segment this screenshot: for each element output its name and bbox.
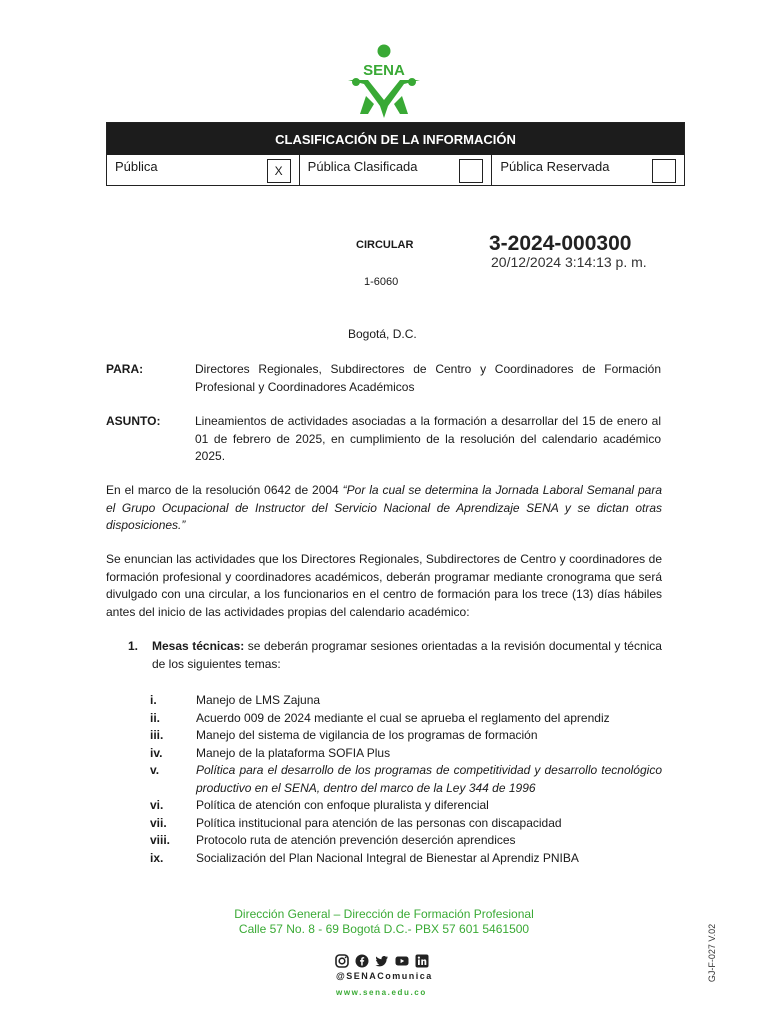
twitter-icon[interactable] (375, 954, 389, 968)
asunto-key: ASUNTO: (106, 414, 161, 428)
list-item (150, 710, 662, 728)
list-text: Manejo de la plataforma SOFIA Plus (196, 745, 391, 760)
item-text (152, 638, 662, 673)
list-text: Manejo del sistema de vigilancia de los programas de formación (196, 728, 538, 742)
facebook-icon[interactable] (355, 954, 369, 968)
list-text: Socialización del Plan Nacional Integral de Bienestar al Aprendiz PNIBA (196, 850, 579, 865)
option-label: Pública Reservada (500, 159, 610, 174)
list-marker: viii. (150, 833, 171, 847)
topics-list (150, 692, 662, 867)
item-title: Mesas técnicas: (152, 639, 245, 653)
list-text: Política para el desarrollo de los programas de competitividad y desarrollo tecnológico productivo en el SENA, dentro del marco de la Ley 344 de 1996 (196, 763, 662, 795)
list-item (150, 745, 662, 763)
logo-wordmark: SENA (363, 62, 405, 79)
intro-quote: “Por la cual se determina la Jornada Laboral Semanal para el Grupo Ocupacional de Instructor del Servicio Nacional de Aprendizaje SENA y se dictan otras disposiciones.” (106, 483, 662, 532)
item-description: se deberán programar sesiones orientadas a la revisión documental y técnica de los siguientes temas: (152, 639, 662, 671)
list-item (150, 692, 662, 710)
linkedin-icon[interactable] (415, 954, 429, 968)
circular-number: 3-2024-000300 (489, 232, 632, 255)
list-text: Política institucional para atención de las personas con discapacidad (196, 815, 562, 830)
instagram-icon[interactable] (335, 954, 349, 968)
para-key: PARA: (106, 362, 144, 376)
list-text: Acuerdo 009 de 2024 mediante el cual se aprueba el reglamento del aprendiz (196, 710, 610, 725)
list-text: Protocolo ruta de atención prevención deserción aprendices (196, 833, 516, 847)
list-text: Manejo de LMS Zajuna (196, 693, 321, 707)
intro-paragraph (106, 482, 662, 535)
list-marker: v. (150, 763, 160, 777)
list-item (150, 815, 662, 833)
para-value: Directores Regionales, Subdirectores de Centro y Coordinadores de Formación Profesional y Coordinadores Académicos (195, 362, 661, 394)
list-item (150, 797, 662, 815)
version-code-text: GJ-F-027 V.02 (707, 923, 717, 983)
list-marker: i. (150, 693, 157, 707)
sena-logo (344, 44, 424, 120)
list-text: Política de atención con enfoque pluralista y diferencial (196, 798, 489, 812)
checkbox-publica-reservada[interactable] (652, 159, 676, 183)
circular-datetime: 20/12/2024 3:14:13 p. m. (491, 254, 647, 270)
list-marker: ix. (150, 850, 164, 865)
list-item (150, 832, 662, 850)
circular-label: CIRCULAR (356, 239, 414, 251)
option-label: Pública Clasificada (307, 159, 418, 174)
youtube-icon[interactable] (395, 954, 409, 968)
classification-table (106, 122, 685, 186)
social-icons (335, 954, 429, 968)
footer-address: Calle 57 No. 8 - 69 Bogotá D.C.- PBX 57 601 5461500 (238, 922, 530, 936)
dependency-code: 1-6060 (364, 276, 399, 288)
asunto-value: Lineamientos de actividades asociadas a la formación a desarrollar del 15 de enero al 01 de febrero de 2025, en cumplimiento de la resolución del calendario académico 2025. (195, 414, 661, 463)
checkbox-publica[interactable]: X (267, 159, 291, 183)
classification-header: CLASIFICACIÓN DE LA INFORMACIÓN (107, 123, 684, 155)
list-marker: vi. (150, 798, 164, 812)
website-link[interactable]: www.sena.edu.co (336, 988, 427, 997)
list-marker: iii. (150, 728, 164, 742)
item-number: 1. (128, 639, 139, 653)
option-label: Pública (115, 159, 158, 174)
list-item (150, 850, 662, 868)
option-publica-reservada (492, 155, 684, 185)
asunto-field (106, 413, 662, 467)
list-item (150, 762, 662, 797)
footer-direction: Dirección General – Dirección de Formación Profesional (234, 907, 534, 921)
activities-paragraph: Se enuncian las actividades que los Directores Regionales, Subdirectores de Centro y coordinadores de formación profesional y coordinadores académicos, deberán programar mediante cronograma que será divulgado con una circular, a los funcionarios en el centro de formación para los trece (13) días hábiles antes del inicio de las actividades propias del calendario académico: (106, 552, 662, 619)
list-item (150, 727, 662, 745)
version-code (704, 918, 718, 990)
intro-prefix: En el marco de la resolución 0642 de 2004 (106, 483, 343, 497)
checkbox-publica-clasificada[interactable] (459, 159, 483, 183)
option-publica-clasificada (300, 155, 493, 185)
city: Bogotá, D.C. (348, 327, 417, 341)
social-handle: @SENAComunica (336, 971, 433, 981)
classification-options (107, 155, 684, 185)
list-marker: vii. (150, 815, 167, 830)
list-marker: iv. (150, 745, 163, 760)
option-publica (107, 155, 300, 185)
para-field (106, 361, 662, 397)
sena-logo-icon (344, 44, 424, 120)
list-marker: ii. (150, 710, 161, 725)
